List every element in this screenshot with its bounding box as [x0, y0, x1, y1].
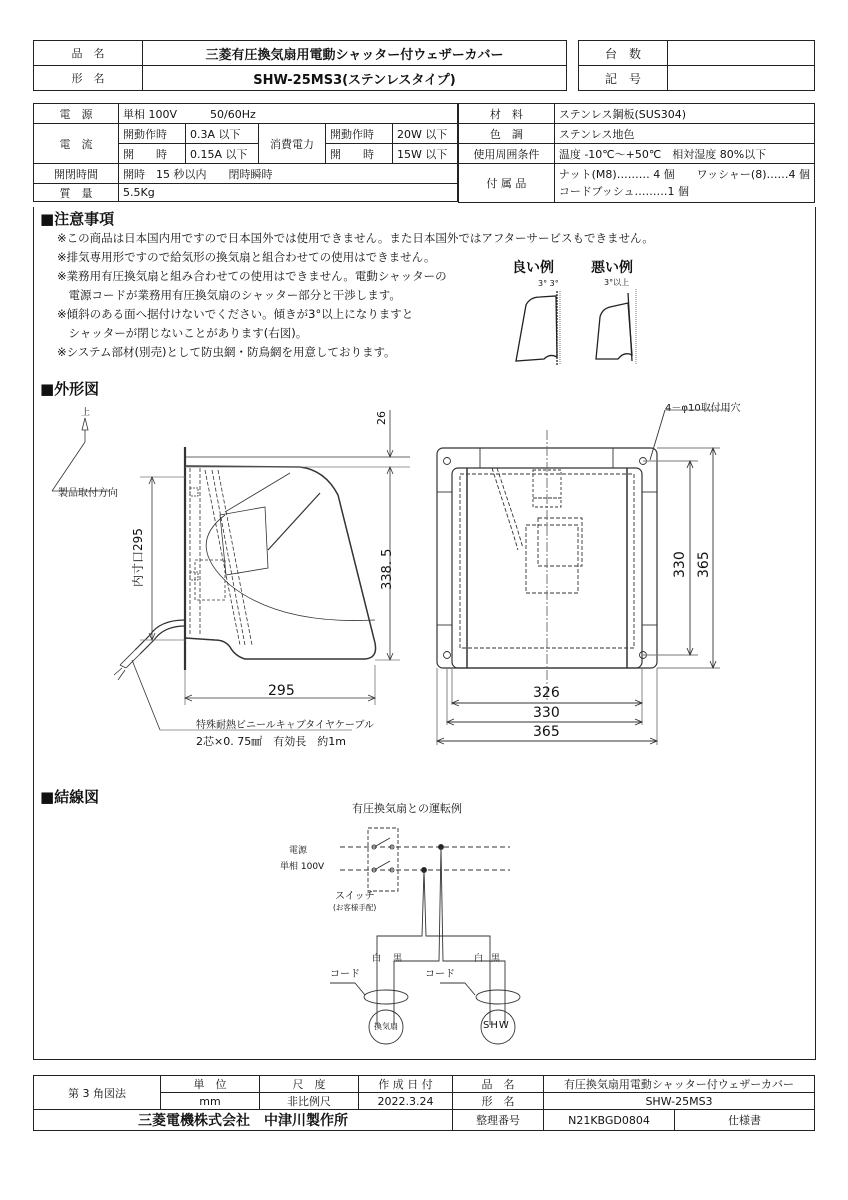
wire-black-label: 黒 [393, 954, 403, 964]
cord-label: コード [330, 969, 360, 980]
open-close-label: 開閉時間 [34, 164, 119, 184]
wire-black-label: 黒 [491, 954, 501, 964]
footer-model-label: 形 名 [453, 1093, 544, 1110]
power-source-label: 電源 [289, 846, 308, 856]
quantity-label: 台 数 [579, 41, 668, 66]
current-row-value: 0.3A 以下 [186, 124, 259, 144]
bad-example-label: 悪い例 [591, 260, 633, 276]
model-name: SHW-25MS3(ステンレスタイプ) [143, 66, 567, 91]
consumption-row-label: 開 時 [326, 144, 393, 164]
unit-value: mm [161, 1093, 260, 1110]
symbol-label: 記 号 [579, 66, 668, 91]
dim-330-horizontal: 330 [533, 705, 560, 721]
wire-white-label: 白 [372, 954, 382, 964]
cable-spec-label: 特殊耐熱ビニールキャブタイヤケーブル [196, 720, 374, 731]
date-value: 2022.3.24 [359, 1093, 453, 1110]
material-value: ステンレス鋼板(SUS304) [554, 104, 814, 124]
consumption-label: 消費電力 [259, 124, 326, 164]
footer-product-name: 有圧換気扇用電動シャッター付ウェザーカバー [544, 1076, 815, 1093]
power-label: 電 源 [34, 104, 119, 124]
accessories-label: 付 属 品 [459, 164, 555, 203]
color-label: 色 調 [459, 124, 555, 144]
bad-angle-label: 3°以上 [604, 278, 630, 287]
dim-365-vertical: 365 [696, 551, 712, 578]
wire-white-label: 白 [474, 954, 484, 964]
accessory-line: ナット(M8)……… 4 個 ワッシャー(8)……4 個 [558, 168, 810, 181]
footer-model: SHW-25MS3 [544, 1093, 815, 1110]
mass-value: 5.5Kg [119, 184, 458, 202]
good-angle-label: 3° 3° [538, 279, 559, 288]
current-label: 電 流 [34, 124, 119, 164]
dim-295: 295 [268, 683, 295, 699]
dim-338-5: 338. 5 [380, 548, 395, 590]
cautions-heading: ■注意事項 [40, 210, 115, 228]
dim-330-vertical: 330 [672, 551, 688, 578]
quantity-value [668, 41, 815, 66]
caution-item: ※システム部材(別売)として防虫網・防鳥網を用意しております。 [57, 345, 396, 359]
company-name: 三菱電機株式会社 中津川製作所 [34, 1110, 453, 1131]
scale-value: 非比例尺 [260, 1093, 359, 1110]
fan-label: 換気扇 [374, 1022, 398, 1031]
up-label: 上 [81, 408, 91, 418]
environment-value: 温度 -10℃～+50℃ 相対湿度 80%以下 [554, 144, 814, 164]
switch-note: (お客様手配) [333, 903, 377, 912]
footer-table [33, 1075, 815, 1131]
side-view-drawing [40, 400, 420, 750]
wiring-heading: ■結線図 [40, 788, 100, 806]
footer-name-label: 品 名 [453, 1076, 544, 1093]
current-row-label: 開 時 [119, 144, 186, 164]
shw-label: SHW [483, 1020, 510, 1031]
dim-365-horizontal: 365 [533, 724, 560, 740]
caution-item: ※排気専用形ですので給気形の換気扇と組合わせての使用はできません。 [57, 250, 436, 264]
caution-item: ※傾斜のある面へ据付けないでください。傾きが3°以上になりますと [57, 307, 414, 321]
material-label: 材 料 [459, 104, 555, 124]
outline-heading: ■外形図 [40, 380, 100, 398]
dim-326: 326 [533, 685, 560, 701]
doc-type: 仕様書 [675, 1110, 815, 1131]
unit-label: 単 位 [161, 1076, 260, 1093]
cable-size-label: 2芯×0. 75㎟ 有効長 約1m [196, 735, 346, 748]
consumption-row-value: 20W 以下 [393, 124, 458, 144]
cord-label: コード [425, 969, 455, 980]
caution-item: 電源コードが業務用有圧換気扇のシャッター部分と干渉します。 [57, 288, 401, 302]
mount-direction-label: 製品取付方向 [58, 488, 118, 499]
product-name-label: 品 名 [34, 41, 143, 66]
color-value: ステンレス地色 [554, 124, 814, 144]
quantity-table [578, 40, 815, 91]
scale-label: 尺 度 [260, 1076, 359, 1093]
ref-label: 整理番号 [453, 1110, 544, 1131]
current-row-label: 開動作時 [119, 124, 186, 144]
tilt-example-diagram [500, 285, 650, 370]
accessory-line: コードブッシュ………1 個 [558, 185, 690, 198]
symbol-value [668, 66, 815, 91]
caution-item: シャッターが閉じないことがあります(右図)。 [57, 326, 308, 340]
dim-inner-295: 内寸口295 [131, 528, 145, 587]
wiring-subtitle: 有圧換気扇との運転例 [352, 802, 462, 815]
power-value: 単相 100V 50/60Hz [119, 104, 458, 124]
caution-item: ※この商品は日本国内用ですので日本国外では使用できません。また日本国外ではアフターサービスもできません。 [57, 231, 654, 245]
consumption-row-label: 開動作時 [326, 124, 393, 144]
consumption-row-value: 15W 以下 [393, 144, 458, 164]
mounting-holes-label: 4－φ10取付用穴 [665, 403, 741, 414]
good-example-label: 良い例 [512, 260, 554, 276]
projection-label: 第 3 角図法 [34, 1076, 161, 1110]
caution-item: ※業務用有圧換気扇と組み合わせての使用はできません。電動シャッターの [57, 269, 447, 283]
date-label: 作 成 日 付 [359, 1076, 453, 1093]
power-spec-label: 単相 100V [280, 862, 325, 872]
open-close-value: 開時 15 秒以内 閉時瞬時 [119, 164, 458, 184]
mass-label: 質 量 [34, 184, 119, 202]
switch-label: スイッチ [335, 891, 375, 902]
environment-label: 使用周囲条件 [459, 144, 555, 164]
title-table [33, 40, 567, 91]
current-row-value: 0.15A 以下 [186, 144, 259, 164]
ref-number: N21KBGD0804 [544, 1110, 675, 1131]
product-name: 三菱有圧換気扇用電動シャッター付ウェザーカバー [143, 41, 567, 66]
spec-table-left [33, 103, 458, 202]
dim-26: 26 [375, 411, 388, 425]
model-label: 形 名 [34, 66, 143, 91]
spec-table-right [458, 103, 815, 203]
